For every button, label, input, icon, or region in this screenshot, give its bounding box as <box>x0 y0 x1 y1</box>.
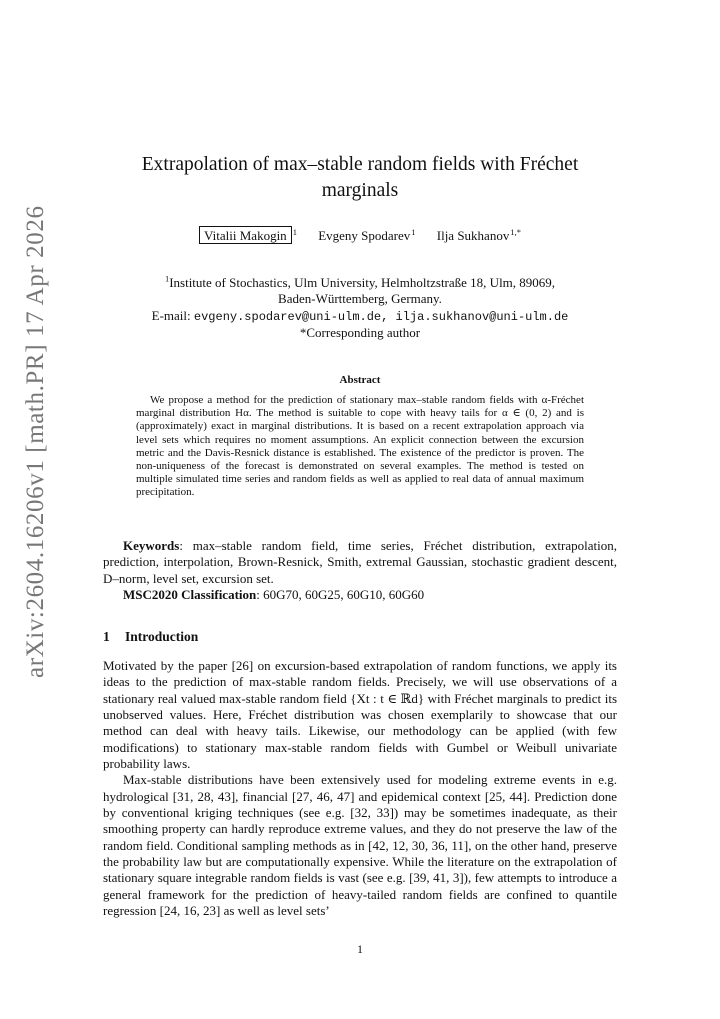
keywords-text: : max–stable random field, time series, Fréchet distribution, extrapolation, prediction, interpolation, Brown-Resnick, Smith, extremal Gaussian, stochastic gradient descent, D–norm, level set, excursion set. <box>103 538 617 586</box>
msc-classification <box>103 587 617 603</box>
keywords-label: Keywords <box>123 538 180 553</box>
email-link[interactable]: ilja.sukhanov@uni-ulm.de <box>395 309 569 324</box>
affiliation-mark: 1 <box>164 273 170 284</box>
author <box>437 227 521 245</box>
affiliation-mark: 1,* <box>510 226 521 237</box>
msc-label: MSC2020 Classification <box>123 587 257 602</box>
page-number: 1 <box>357 942 363 956</box>
author-name: Vitalii Makogin <box>199 226 292 244</box>
author-name: Evgeny Spodarev <box>318 228 411 243</box>
author <box>199 227 297 245</box>
affiliation-line: $^1$Institute of Stochastics, Ulm University, Helmholtzstraße 18, Ulm, 89069, <box>164 273 556 290</box>
section-body <box>103 658 617 920</box>
msc-text: : 60G70, 60G25, 60G10, 60G60 <box>256 587 425 602</box>
section-heading <box>103 629 617 645</box>
author-name: Ilja Sukhanov <box>436 228 510 243</box>
paragraph: Motivated by the paper [26] on excursion-based extrapolation of random functions, we apply its ideas to the prediction of max-stable random fields. Precisely, we will use observations of a stationary real valued max-stable random field {Xt : t ∈ ℝd} with Fréchet marginals to predict its unobserved values. Here, Fréchet distribution was chosen exemplarily to showcase that our method can deal with heavy tails. Likewise, our methodology can be applied (with few modifications) to stationary max-stable random fields with Gumbel or Weibull univariate probability laws. <box>103 658 617 772</box>
paper-title: Extrapolation of max–stable random fields with Fréchet marginals <box>141 154 579 201</box>
author <box>318 227 415 245</box>
email-link[interactable]: evgeny.spodarev@uni-ulm.de <box>193 309 382 324</box>
abstract-heading: Abstract <box>339 374 381 386</box>
paragraph: Max-stable distributions have been extensively used for modeling extreme events in e.g. hydrological [31, 28, 43], financial [27, 46, 47] and epidemical context [25, 44]. Prediction done by conventional kriging techniques (see e.g. [32, 33]) may be sometimes inadequate, as their smoothing property can hardly reproduce extreme values, and they do not preserve the law of the random field. Conditional sampling methods as in [42, 12, 30, 36, 11], on the other hand, preserve the probability law but are computationally expensive. While the literature on the extrapolation of stationary square integrable random fields is vast (see e.g. [39, 41, 3]), few attempts to introduce a general framework for the prediction of heavy-tailed random fields are confined to quantile regression [24, 16, 23] as well as level sets’ <box>103 772 617 919</box>
email-line: E-mail: evgeny.spodarev@uni-ulm.de, ilja.sukhanov@uni-ulm.de <box>151 307 569 324</box>
corresponding-author-note: *Corresponding author <box>299 325 421 341</box>
affiliation-line: Baden-Württemberg, Germany. <box>278 291 442 307</box>
author-list <box>110 227 610 245</box>
affiliation-block <box>110 275 610 342</box>
section-number: 1 <box>103 629 110 644</box>
affiliation-mark: 1 <box>292 226 297 237</box>
keywords <box>103 538 617 587</box>
abstract-text: We propose a method for the prediction of stationary max–stable random fields with α-Fréchet marginal distribution Hα. The method is suitable to cope with heavy tails for α ∈ (0, 2) and is (approximately) exact in marginal distributions. It is based on a recent extrapolation approach via level sets which requires no moment assumptions. An explicit connection between the excursion metric and the Davis-Resnick distance is established. The existence of the predictor is proven. The non-uniqueness of the forecast is demonstrated on several examples. The method is tested on multiple simulated time series and random fields as well as applied to real data of annual maximum precipitation. <box>136 394 584 499</box>
section-title: Introduction <box>125 629 199 644</box>
affiliation-mark: 1 <box>411 226 416 237</box>
arxiv-identifier: arXiv:2604.16206v1 [math.PR] 17 Apr 2026 <box>22 205 49 678</box>
